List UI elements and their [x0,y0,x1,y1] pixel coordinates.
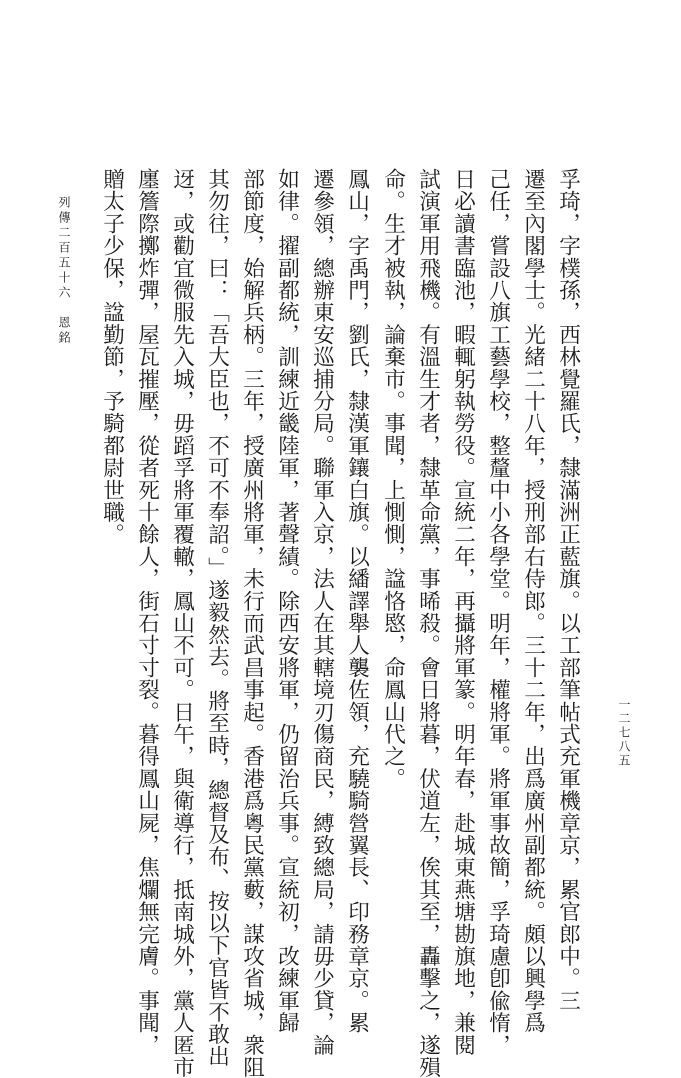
text-column-3: 己任，嘗設八旗工藝學校，整釐中小各學堂。明年，權將軍。將軍事故簡，孚琦慮卽偸惰， [485,168,511,1056]
text-column-14: 贈太子少保，諡勤節，予騎都尉世職。 [99,168,125,546]
text-column-9: 如律。擢副都統，訓練近畿陸軍，著聲績。除西安將軍，仍留治兵事。宣統初，改練軍歸 [274,168,300,1034]
text-column-7: 鳳山，字禹門，劉氏，隸漢軍鑲白旗。以繙譯舉人襲佐領，充驍騎營翼長、印務章京。累 [344,168,370,1034]
text-column-12: 迓，或勸宜微服先入城，毋蹈孚將軍覆轍，鳳山不可。日午，與衛導行，抵南城外，黨人匿市 [169,168,195,1078]
text-column-6: 命。生才被執，論棄市。事聞，上惻惻，諡恪愍，命鳳山代之。 [380,168,406,790]
page-number: 一二七八五 [617,698,631,768]
text-column-8: 遷參領，總辦東安巡捕分局。聯軍入京，法人在其轄境刃傷商民，縛致總局，請毋少貸，論 [309,168,335,1056]
text-column-11: 其勿往，曰：「吾大臣也，不可不奉詔。」遂毅然去。將至時，總督及布、按以下官皆不敢出 [204,168,230,1068]
text-column-2: 遷至內閣學士。光緒二十八年，授刑部右侍郎。三十二年，出爲廣州副都統。頗以興學爲 [520,168,546,1034]
text-column-13: 廛簷際擲炸彈，屋瓦摧壓，從者死十餘人，街石寸寸裂。暮得鳳山屍，焦爛無完膚。事聞， [134,168,160,1056]
text-column-5: 試演軍用飛機。有溫生才者，隸革命黨，事晞殺。會日將暮，伏道左，俟其至，轟擊之，遂殞 [415,168,441,1078]
text-column-10: 部節度，始解兵柄。三年，授廣州將軍，未行而武昌事起。香港爲粵民黨藪，謀攻省城，衆阻 [239,168,265,1078]
running-header: 列傳二百五十六 恩銘 [57,196,71,346]
text-column-1: 孚琦，字樸孫，西林覺羅氏，隸滿洲正藍旗。以工部筆帖式充軍機章京，累官郎中。三 [555,168,581,1012]
text-column-4: 日必讀書臨池，暇輒躬執勞役。宣統二年，再攝將軍篆。明年春，赴城東燕塘勘旗地，兼閱 [450,168,476,1056]
